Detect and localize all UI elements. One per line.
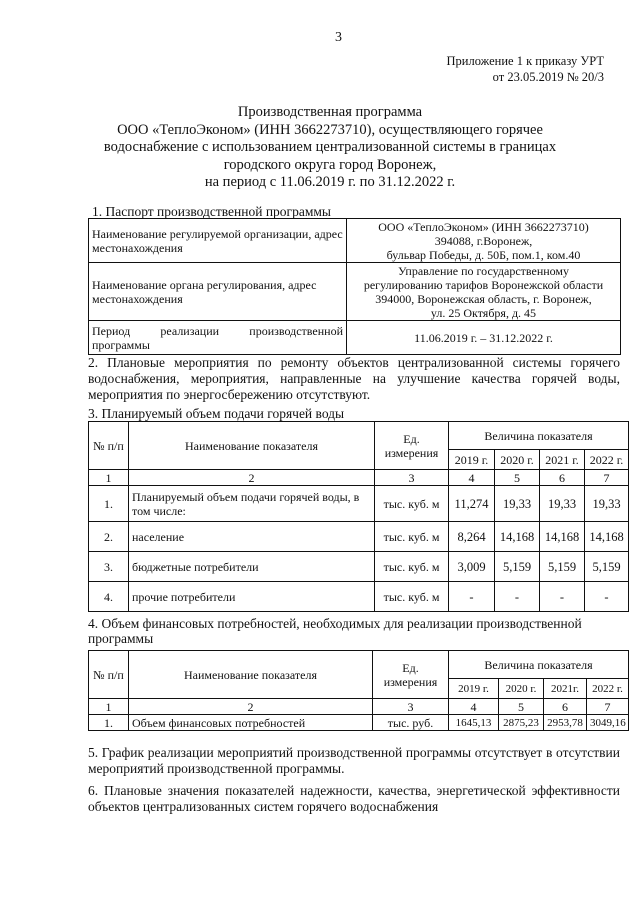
passport-value-line: регулированию тарифов Воронежской области bbox=[363, 277, 604, 292]
index-cell: 7 bbox=[585, 470, 629, 486]
row-num: 2. bbox=[89, 522, 129, 552]
header-num: № п/п bbox=[89, 422, 129, 470]
financial-table bbox=[88, 650, 629, 731]
section5-text: 5. График реализации мероприятий производственной программы отсутствует в отсутствии мероприятий производственной программы. bbox=[88, 745, 620, 776]
water-volume-table bbox=[88, 421, 629, 612]
index-cell: 3 bbox=[373, 699, 449, 715]
annex-line-1: Приложение 1 к приказу УРТ bbox=[446, 54, 604, 68]
row-value: 2953,78 bbox=[544, 715, 587, 731]
header-year: 2022 г. bbox=[587, 679, 629, 699]
header-year: 2021г. bbox=[544, 679, 587, 699]
index-cell: 2 bbox=[129, 699, 373, 715]
header-year: 2019 г. bbox=[449, 450, 495, 470]
section4-heading: 4. Объем финансовых потребностей, необходимых для реализации производственной программы bbox=[88, 616, 582, 646]
passport-value-line: ул. 25 Октября, д. 45 bbox=[430, 305, 537, 320]
page-number: 3 bbox=[335, 30, 342, 45]
row-value: 11,274 bbox=[449, 486, 495, 522]
index-cell: 3 bbox=[375, 470, 449, 486]
row-value: 19,33 bbox=[495, 486, 540, 522]
row-num: 4. bbox=[89, 582, 129, 612]
row-value: 14,168 bbox=[495, 522, 540, 552]
index-cell: 2 bbox=[129, 470, 375, 486]
header-unit: Ед. измерения bbox=[373, 651, 449, 699]
index-cell: 4 bbox=[449, 470, 495, 486]
passport-row bbox=[89, 263, 621, 321]
row-unit: тыс. куб. м bbox=[375, 522, 449, 552]
table-header-row bbox=[89, 651, 629, 679]
row-unit: тыс. куб. м bbox=[375, 582, 449, 612]
row-value: 5,159 bbox=[585, 552, 629, 582]
table-index-row bbox=[89, 699, 629, 715]
section2-text: 2. Плановые мероприятия по ремонту объектов централизованной системы горячего водоснабжения, мероприятия, направленные на улучшение качества горячей воды, мероприятия по энергосбережению отсутствуют. bbox=[88, 355, 620, 402]
index-cell: 4 bbox=[449, 699, 499, 715]
index-cell: 1 bbox=[89, 699, 129, 715]
header-name: Наименование показателя bbox=[129, 422, 375, 470]
row-value: 2875,23 bbox=[499, 715, 544, 731]
passport-value-line: 394088, г.Воронеж, bbox=[434, 233, 533, 248]
index-cell: 6 bbox=[540, 470, 585, 486]
row-num: 1. bbox=[89, 486, 129, 522]
title-line-5: на период с 11.06.2019 г. по 31.12.2022 г. bbox=[204, 174, 456, 190]
table-row bbox=[89, 715, 629, 731]
header-year: 2020 г. bbox=[495, 450, 540, 470]
title-line-3: водоснабжение с использованием централизованной системы в границах bbox=[103, 139, 557, 155]
passport-value-line: бульвар Победы, д. 50Б, пом.1, ком.40 bbox=[386, 247, 581, 262]
row-value: 19,33 bbox=[540, 486, 585, 522]
section6-text: 6. Плановые значения показателей надежности, качества, энергетической эффективности объектов централизованных систем горячего водоснабжения bbox=[88, 783, 620, 814]
row-value: - bbox=[540, 582, 585, 612]
header-num: № п/п bbox=[89, 651, 129, 699]
index-cell: 5 bbox=[499, 699, 544, 715]
row-unit: тыс. куб. м bbox=[375, 552, 449, 582]
row-value: 1645,13 bbox=[449, 715, 499, 731]
passport-value bbox=[347, 263, 621, 321]
header-value: Величина показателя bbox=[449, 651, 629, 679]
row-value: 5,159 bbox=[540, 552, 585, 582]
passport-table bbox=[88, 218, 621, 355]
row-unit: тыс. руб. bbox=[373, 715, 449, 731]
row-num: 3. bbox=[89, 552, 129, 582]
row-value: - bbox=[585, 582, 629, 612]
row-unit: тыс. куб. м bbox=[375, 486, 449, 522]
passport-value-line: 394000, Воронежская область, г. Воронеж, bbox=[375, 291, 592, 306]
row-value: 19,33 bbox=[585, 486, 629, 522]
passport-value-line: ООО «ТеплоЭконом» (ИНН 3662273710) bbox=[378, 219, 589, 234]
passport-value bbox=[347, 321, 621, 355]
title-line-1: Производственная программа bbox=[237, 104, 423, 120]
header-name: Наименование показателя bbox=[129, 651, 373, 699]
index-cell: 6 bbox=[544, 699, 587, 715]
passport-value-line: Управление по государственному bbox=[397, 263, 570, 278]
passport-label: Период реализации производственной программы bbox=[89, 321, 347, 355]
row-name: бюджетные потребители bbox=[129, 552, 375, 582]
annex-line-2: от 23.05.2019 № 20/3 bbox=[492, 70, 604, 84]
header-unit: Ед. измерения bbox=[375, 422, 449, 470]
table-row bbox=[89, 582, 629, 612]
index-cell: 1 bbox=[89, 470, 129, 486]
row-name: население bbox=[129, 522, 375, 552]
section3-heading: 3. Планируемый объем подачи горячей воды bbox=[88, 406, 345, 421]
title-line-2: ООО «ТеплоЭконом» (ИНН 3662273710), осуществляющего горячее bbox=[117, 121, 543, 138]
table-header-row bbox=[89, 422, 629, 450]
row-value: - bbox=[495, 582, 540, 612]
passport-value bbox=[347, 219, 621, 263]
header-year: 2020 г. bbox=[499, 679, 544, 699]
table-row bbox=[89, 522, 629, 552]
table-index-row bbox=[89, 470, 629, 486]
index-cell: 7 bbox=[587, 699, 629, 715]
passport-row bbox=[89, 219, 621, 263]
row-name: Объем финансовых потребностей bbox=[129, 715, 373, 731]
row-value: 8,264 bbox=[449, 522, 495, 552]
header-year: 2022 г. bbox=[585, 450, 629, 470]
row-value: 3049,16 bbox=[587, 715, 629, 731]
document-title bbox=[60, 104, 600, 192]
row-name: прочие потребители bbox=[129, 582, 375, 612]
passport-label: Наименование регулируемой организации, адрес местонахождения bbox=[89, 219, 347, 263]
passport-row bbox=[89, 321, 621, 355]
index-cell: 5 bbox=[495, 470, 540, 486]
row-value: 5,159 bbox=[495, 552, 540, 582]
row-value: 14,168 bbox=[540, 522, 585, 552]
annex-header bbox=[447, 53, 605, 85]
header-year: 2021 г. bbox=[540, 450, 585, 470]
row-value: 14,168 bbox=[585, 522, 629, 552]
section1-heading: 1. Паспорт производственной программы bbox=[92, 204, 331, 219]
header-year: 2019 г. bbox=[449, 679, 499, 699]
row-value: 3,009 bbox=[449, 552, 495, 582]
table-row bbox=[89, 486, 629, 522]
table-row bbox=[89, 552, 629, 582]
row-value: - bbox=[449, 582, 495, 612]
row-num: 1. bbox=[89, 715, 129, 731]
passport-label: Наименование органа регулирования, адрес местонахождения bbox=[89, 263, 347, 321]
title-line-4: городского округа город Воронеж, bbox=[223, 156, 437, 173]
passport-value-line: 11.06.2019 г. – 31.12.2022 г. bbox=[414, 330, 553, 345]
row-name: Планируемый объем подачи горячей воды, в том числе: bbox=[129, 486, 375, 522]
header-value: Величина показателя bbox=[449, 422, 629, 450]
